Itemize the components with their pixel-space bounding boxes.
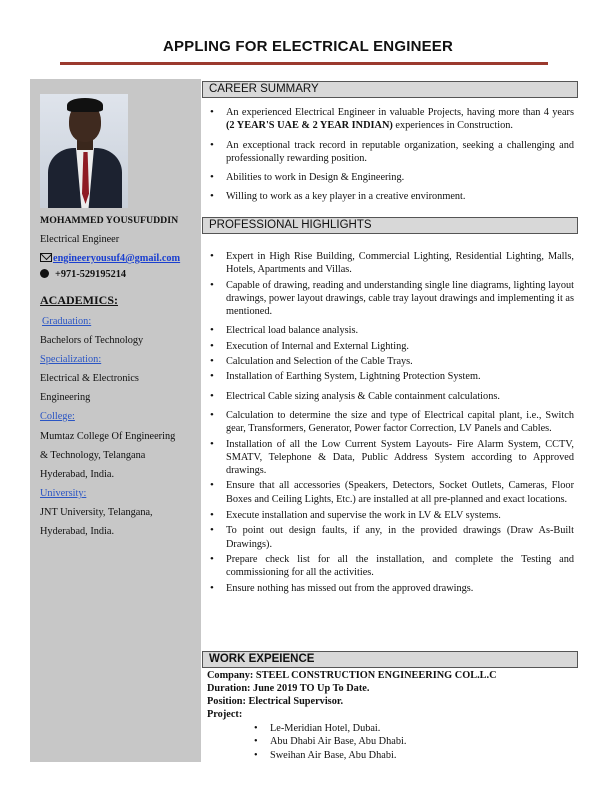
- envelope-icon: [40, 253, 52, 262]
- list-item: • Sweihan Air Base, Abu Dhabi.: [254, 749, 406, 762]
- candidate-role: Electrical Engineer: [40, 234, 120, 245]
- company-line: Company: STEEL CONSTRUCTION ENGINEERING COL.L.C: [207, 670, 497, 681]
- phone-icon: [40, 269, 49, 278]
- position-line: Position: Electrical Supervisor.: [207, 696, 344, 707]
- title-divider: [60, 62, 548, 65]
- project-label: Project:: [207, 709, 243, 720]
- specialization-line1: Electrical & Electronics: [40, 373, 139, 384]
- college-line3: Hyderabad, India.: [40, 469, 115, 480]
- profile-photo: [40, 94, 128, 208]
- duration-line: Duration: June 2019 TO Up To Date.: [207, 683, 370, 694]
- email-link[interactable]: engineeryousuf4@gmail.com: [53, 253, 181, 264]
- college-line2: & Technology, Telangana: [40, 450, 146, 461]
- project-list: [254, 722, 406, 762]
- specialization-label: Specialization:: [40, 354, 102, 365]
- university-label: University:: [40, 488, 87, 499]
- list-item: • Le-Meridian Hotel, Dubai.: [254, 722, 406, 735]
- list-item: • Willing to work as a key player in a creative environment.: [208, 190, 574, 203]
- page-title: APPLING FOR ELECTRICAL ENGINEER: [162, 38, 454, 55]
- email-row: [40, 252, 180, 265]
- list-item: • Electrical load balance analysis.: [208, 324, 574, 337]
- list-item: • Calculation and Selection of the Cable Trays.: [208, 355, 574, 368]
- phone-row: [40, 268, 126, 281]
- list-item: • Ensure that all accessories (Speakers, Detectors, Socket Outlets, Cameras, Floor Boxes and Ceiling Lights, Etc.) are installed at all pre-planned and exact locations.: [208, 479, 574, 506]
- career-summary-list: [208, 106, 574, 204]
- career-summary-heading: CAREER SUMMARY: [202, 81, 578, 98]
- professional-highlights-heading: PROFESSIONAL HIGHLIGHTS: [202, 217, 578, 234]
- list-item: • Expert in High Rise Building, Commercial Lighting, Residential Lighting, Malls, Hotels, Apartments and Villas.: [208, 250, 574, 277]
- work-experience-heading: WORK EXPEIENCE: [202, 651, 578, 668]
- list-item: • Capable of drawing, reading and understanding single line diagrams, lighting layout drawings, power layout drawings, cable tray layout drawings and implementing it as mentioned.: [208, 279, 574, 319]
- academics-heading: ACADEMICS:: [40, 293, 118, 307]
- list-item: • Abu Dhabi Air Base, Abu Dhabi.: [254, 735, 406, 748]
- specialization-line2: Engineering: [40, 392, 91, 403]
- list-item: • Abilities to work in Design & Engineering.: [208, 171, 574, 184]
- list-item: • Installation of all the Low Current System Layouts- Fire Alarm System, CCTV, SMATV, Telephone & Data, Public Address System according to Approved drawings.: [208, 438, 574, 478]
- graduation-label: Graduation:: [42, 316, 92, 327]
- list-item: • To point out design faults, if any, in the provided drawings (Draw As-Built Drawings).: [208, 524, 574, 551]
- list-item: • An exceptional track record in reputable organization, seeking a challenging and professionally rewarding position.: [208, 139, 574, 166]
- sidebar: [30, 79, 201, 762]
- university-line1: JNT University, Telangana,: [40, 507, 153, 518]
- list-item: • Execute installation and supervise the work in LV & ELV systems.: [208, 509, 574, 522]
- list-item: • Installation of Earthing System, Lightning Protection System.: [208, 370, 574, 383]
- college-label: College:: [40, 411, 75, 422]
- phone-number: +971-529195214: [55, 269, 127, 280]
- list-item: • An experienced Electrical Engineer in valuable Projects, having more than 4 years (2 YEAR'S UAE & 2 YEAR INDIAN) experiences in Construction.: [208, 106, 574, 133]
- list-item: • Execution of Internal and External Lighting.: [208, 340, 574, 353]
- highlights-list: [208, 250, 574, 595]
- graduation-value: Bachelors of Technology: [40, 335, 144, 346]
- university-line2: Hyderabad, India.: [40, 526, 115, 537]
- list-item: • Electrical Cable sizing analysis & Cable containment calculations.: [208, 390, 574, 403]
- candidate-name: MOHAMMED YOUSUFUDDIN: [40, 215, 179, 226]
- college-line1: Mumtaz College Of Engineering: [40, 431, 176, 442]
- list-item: • Prepare check list for all the installation, and complete the Testing and commissioning for all the activities.: [208, 553, 574, 580]
- list-item: • Ensure nothing has missed out from the approved drawings.: [208, 582, 574, 595]
- list-item: • Calculation to determine the size and type of Electrical capital plant, i.e., Switch gear, Transformers, Generator, Power factor Correction, LV Panels and Cables.: [208, 409, 574, 436]
